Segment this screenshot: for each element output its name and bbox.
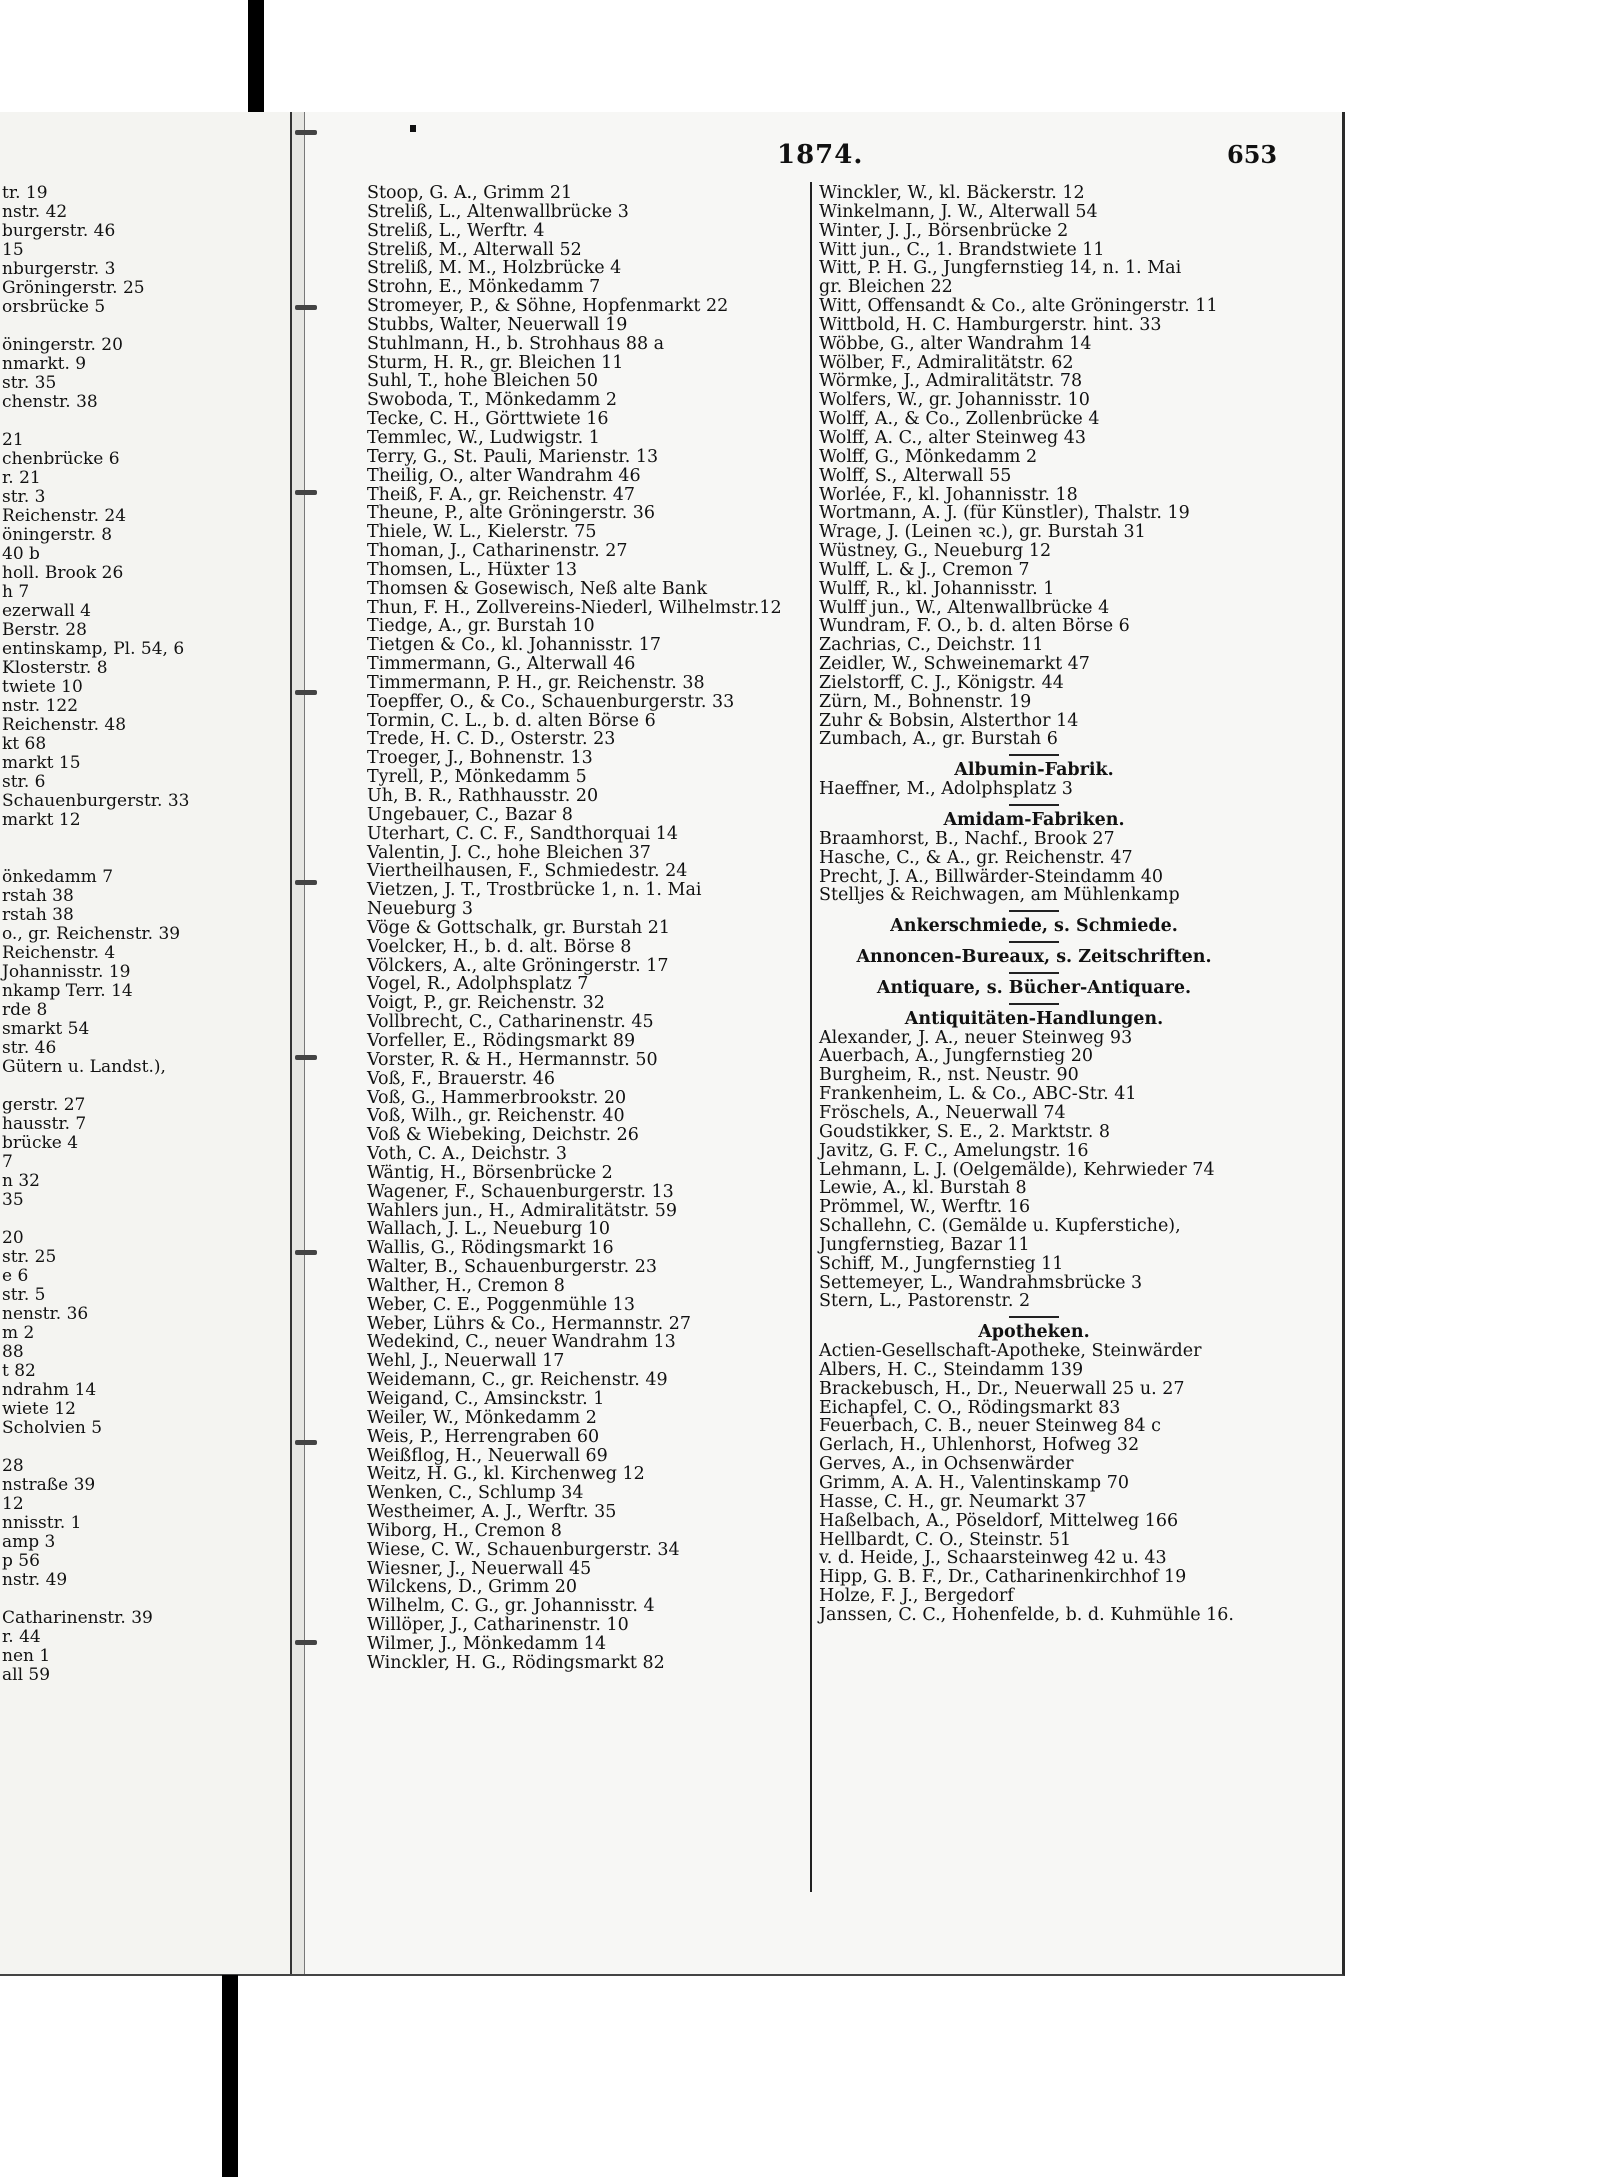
fragment-line: nstr. 42: [2, 202, 68, 222]
directory-entry: Schiff, M., Jungfernstieg 11: [819, 1253, 1064, 1274]
directory-entry: Holze, F. J., Bergedorf: [819, 1586, 1014, 1607]
binding-stitch: [295, 1640, 317, 1645]
directory-entry: Witt, P. H. G., Jungfernstieg 14, n. 1. Mai: [819, 258, 1182, 279]
directory-entry: Hasche, C., & A., gr. Reichenstr. 47: [819, 847, 1133, 868]
directory-entry: Wäntig, H., Börsenbrücke 2: [367, 1162, 613, 1183]
directory-entry: Hasse, C. H., gr. Neumarkt 37: [819, 1491, 1087, 1512]
fragment-line: hausstr. 7: [2, 1114, 87, 1134]
directory-entry: Precht, J. A., Billwärder-Steindamm 40: [819, 866, 1164, 887]
binding-stitch: [295, 1250, 317, 1255]
binding-stitch: [295, 130, 317, 135]
fragment-line: twiete 10: [2, 677, 83, 697]
directory-entry: Wahlers jun., H., Admiralitätstr. 59: [367, 1200, 678, 1221]
fragment-line: 35: [2, 1190, 24, 1210]
fragment-line: nenstr. 36: [2, 1304, 89, 1324]
directory-entry: Timmermann, P. H., gr. Reichenstr. 38: [367, 672, 705, 693]
directory-entry: Auerbach, A., Jungfernstieg 20: [819, 1046, 1094, 1067]
page-year: 1874.: [777, 140, 864, 170]
fragment-line: 28: [2, 1456, 24, 1476]
directory-entry: Voelcker, H., b. d. alt. Börse 8: [367, 936, 632, 957]
directory-entry: Stern, L., Pastorenstr. 2: [819, 1291, 1031, 1312]
fragment-line: str. 35: [2, 373, 57, 393]
directory-entry: Hellbardt, C. O., Steinstr. 51: [819, 1529, 1072, 1550]
directory-entry: Albers, H. C., Steindamm 139: [819, 1359, 1084, 1380]
directory-entry: Stelljes & Reichwagen, am Mühlenkamp: [819, 885, 1180, 906]
binding-stitch: [295, 305, 317, 310]
directory-entry: Voß, F., Brauerstr. 46: [367, 1068, 555, 1089]
directory-entry: gr. Bleichen 22: [819, 277, 953, 298]
directory-entry: Theiß, F. A., gr. Reichenstr. 47: [367, 484, 636, 505]
directory-entry: Theune, P., alte Gröningerstr. 36: [367, 503, 656, 524]
directory-entry: Zielstorff, C. J., Königstr. 44: [819, 672, 1064, 693]
fragment-line: holl. Brook 26: [2, 563, 124, 583]
fragment-line: Klosterstr. 8: [2, 658, 108, 678]
fragment-line: Reichenstr. 4: [2, 943, 116, 963]
fragment-line: r. 21: [2, 468, 41, 488]
fragment-line: tr. 19: [2, 183, 48, 203]
directory-entry: Weber, C. E., Poggenmühle 13: [367, 1294, 635, 1315]
directory-entry: Wenken, C., Schlump 34: [367, 1483, 584, 1504]
page-number: 653: [1227, 140, 1278, 169]
directory-entry: Braamhorst, B., Nachf., Brook 27: [819, 828, 1115, 849]
directory-entry: Worlée, F., kl. Johannisstr. 18: [819, 484, 1078, 505]
directory-entry: Timmermann, G., Alterwall 46: [367, 654, 636, 675]
directory-entry: Wallis, G., Rödingsmarkt 16: [367, 1238, 614, 1259]
directory-entry: Voth, C. A., Deichstr. 3: [367, 1144, 567, 1165]
directory-entry: Javitz, G. F. C., Amelungstr. 16: [819, 1140, 1089, 1161]
directory-entry: Troeger, J., Bohnenstr. 13: [367, 748, 593, 769]
directory-entry: Valentin, J. C., hohe Bleichen 37: [367, 842, 651, 863]
fragment-line: nnisstr. 1: [2, 1513, 82, 1533]
fragment-line: 7: [2, 1152, 13, 1172]
directory-entry: Wilmer, J., Mönkedamm 14: [367, 1633, 607, 1654]
directory-entry: Trede, H. C. D., Osterstr. 23: [367, 729, 616, 750]
directory-entry: Weber, Lührs & Co., Hermannstr. 27: [367, 1313, 691, 1334]
fragment-line: Johannisstr. 19: [2, 962, 131, 982]
directory-entry: Weigand, C., Amsinckstr. 1: [367, 1389, 605, 1409]
fragment-line: orsbrücke 5: [2, 297, 106, 317]
directory-entry: Thomsen, L., Hüxter 13: [367, 559, 578, 580]
directory-entry: Winter, J. J., Börsenbrücke 2: [819, 220, 1069, 241]
fragment-line: öningerstr. 8: [2, 525, 113, 545]
fragment-line: o., gr. Reichenstr. 39: [2, 924, 181, 944]
fragment-line: Berstr. 28: [2, 620, 87, 640]
fragment-line: nstraße 39: [2, 1475, 96, 1495]
fragment-line: wiete 12: [2, 1399, 76, 1419]
directory-entry: Temmlec, W., Ludwigstr. 1: [367, 427, 600, 448]
directory-entry: Voß & Wiebeking, Deichstr. 26: [367, 1125, 639, 1146]
directory-entry: Uterhart, C. C. F., Sandthorquai 14: [367, 823, 679, 844]
fragment-line: 88: [2, 1342, 24, 1362]
binding-stitch: [295, 1440, 317, 1445]
directory-entry: Tiedge, A., gr. Burstah 10: [367, 616, 595, 637]
section-heading: Antiquare, s. Bücher-Antiquare.: [876, 977, 1192, 998]
fragment-line: 21: [2, 430, 24, 450]
fragment-line: rstah 38: [2, 905, 74, 925]
fragment-line: str. 25: [2, 1247, 57, 1267]
directory-entry: Ungebauer, C., Bazar 8: [367, 804, 573, 825]
fragment-line: Schauenburgerstr. 33: [2, 791, 190, 811]
binding-stitch: [295, 690, 317, 695]
directory-entry: Wölber, F., Admiralitätstr. 62: [819, 352, 1074, 373]
fragment-line: Scholvien 5: [2, 1418, 103, 1438]
previous-page-fragment: [0, 112, 290, 1974]
directory-entry: Stubbs, Walter, Neuerwall 19: [367, 314, 628, 335]
fragment-line: burgerstr. 46: [2, 221, 116, 241]
directory-entry: Sturm, H. R., gr. Bleichen 11: [367, 352, 624, 373]
directory-entry: Strohn, E., Mönkedamm 7: [367, 277, 601, 298]
directory-entry: Vorfeller, E., Rödingsmarkt 89: [367, 1030, 636, 1051]
directory-entry: Actien-Gesellschaft-Apotheke, Steinwärder: [819, 1341, 1202, 1362]
fragment-line: all 59: [2, 1665, 51, 1685]
directory-entry: Wolff, A., & Co., Zollenbrücke 4: [819, 409, 1100, 430]
directory-entry: Fröschels, A., Neuerwall 74: [819, 1102, 1066, 1123]
fragment-line: rde 8: [2, 1000, 48, 1020]
directory-entry: Brackebusch, H., Dr., Neuerwall 25 u. 27: [819, 1378, 1185, 1399]
directory-entry: Wolff, G., Mönkedamm 2: [819, 446, 1038, 467]
left-column: [367, 184, 807, 1673]
directory-entry: Witt, Offensandt & Co., alte Gröningerstr. 11: [819, 296, 1218, 317]
directory-entry: Streliß, M. M., Holzbrücke 4: [367, 258, 622, 279]
directory-entry: Settemeyer, L., Wandrahmsbrücke 3: [819, 1272, 1143, 1293]
directory-entry: Tormin, C. L., b. d. alten Börse 6: [367, 710, 656, 731]
fragment-line: e 6: [2, 1266, 29, 1286]
directory-entry: Tecke, C. H., Görttwiete 16: [367, 409, 609, 430]
directory-entry: Wüstney, G., Neueburg 12: [819, 541, 1052, 562]
fragment-line: smarkt 54: [2, 1019, 90, 1039]
fragment-line: str. 5: [2, 1285, 46, 1305]
directory-entry: Tyrell, P., Mönkedamm 5: [367, 767, 587, 788]
fragment-line: t 82: [2, 1361, 36, 1381]
directory-entry: Wilckens, D., Grimm 20: [367, 1577, 578, 1598]
fragment-line: h 7: [2, 582, 30, 602]
directory-entry: Lehmann, L. J. (Oelgemälde), Kehrwieder 74: [819, 1159, 1215, 1180]
directory-entry: Wulff, R., kl. Johannisstr. 1: [819, 578, 1055, 599]
directory-entry: Winckler, H. G., Rödingsmarkt 82: [367, 1652, 665, 1673]
fragment-line: nstr. 122: [2, 696, 79, 716]
directory-entry: Schallehn, C. (Gemälde u. Kupferstiche),: [819, 1216, 1181, 1237]
directory-entry: Neueburg 3: [367, 899, 474, 920]
directory-entry: Wulff jun., W., Altenwallbrücke 4: [819, 597, 1110, 618]
directory-entry: Voß, G., Hammerbrookstr. 20: [367, 1087, 627, 1108]
directory-entry: Streliß, L., Altenwallbrücke 3: [367, 201, 629, 222]
directory-entry: Vollbrecht, C., Catharinenstr. 45: [367, 1012, 654, 1033]
binding-stitch: [295, 1055, 317, 1060]
directory-entry: Wortmann, A. J. (für Künstler), Thalstr. 19: [819, 503, 1190, 524]
directory-entry: Wehl, J., Neuerwall 17: [367, 1351, 565, 1372]
fragment-line: markt 15: [2, 753, 81, 773]
directory-entry: Wiborg, H., Cremon 8: [367, 1520, 562, 1541]
directory-entry: Thoman, J., Catharinenstr. 27: [367, 541, 628, 562]
directory-entry: Haßelbach, A., Pöseldorf, Mittelweg 166: [819, 1510, 1179, 1531]
section-heading: Amidam-Fabriken.: [943, 810, 1125, 830]
directory-entry: Völckers, A., alte Gröningerstr. 17: [367, 955, 669, 976]
directory-entry: Wolfers, W., gr. Johannisstr. 10: [819, 390, 1090, 411]
directory-entry: Wagener, F., Schauenburgerstr. 13: [367, 1181, 674, 1202]
directory-entry: Frankenheim, L. & Co., ABC-Str. 41: [819, 1084, 1137, 1105]
directory-entry: Wöbbe, G., alter Wandrahm 14: [819, 333, 1092, 354]
fragment-line: r. 44: [2, 1627, 41, 1647]
section-heading: Antiquitäten-Handlungen.: [904, 1008, 1164, 1029]
column-divider: [810, 182, 812, 1892]
directory-entry: Thun, F. H., Zollvereins-Niederl, Wilhelmstr.12: [367, 597, 782, 618]
directory-entry: Goudstikker, S. E., 2. Marktstr. 8: [819, 1121, 1111, 1142]
directory-entry: Janssen, C. C., Hohenfelde, b. d. Kuhmühle 16.: [819, 1604, 1234, 1625]
directory-entry: Hipp, G. B. F., Dr., Catharinenkirchhof 19: [819, 1567, 1187, 1588]
directory-entry: Grimm, A. A. H., Valentinskamp 70: [819, 1473, 1129, 1493]
fragment-line: Catharinenstr. 39: [2, 1608, 153, 1628]
directory-entry: Westheimer, A. J., Werftr. 35: [367, 1502, 617, 1523]
directory-entry: Toepffer, O., & Co., Schauenburgerstr. 33: [367, 691, 735, 712]
directory-entry: Gerves, A., in Ochsenwärder: [819, 1454, 1074, 1475]
scan-border-top: [248, 0, 264, 120]
binding-stitch: [295, 490, 317, 495]
directory-entry: Zachrias, C., Deichstr. 11: [819, 635, 1044, 656]
directory-entry: Jungfernstieg, Bazar 11: [819, 1234, 1030, 1255]
fragment-line: entinskamp, Pl. 54, 6: [2, 639, 185, 659]
directory-entry: Stoop, G. A., Grimm 21: [367, 183, 573, 203]
fragment-line: nen 1: [2, 1646, 51, 1666]
directory-entry: Wittbold, H. C. Hamburgerstr. hint. 33: [819, 314, 1162, 335]
fragment-line: ezerwall 4: [2, 601, 91, 621]
fragment-line: n 32: [2, 1171, 40, 1191]
directory-entry: Zeidler, W., Schweinemarkt 47: [819, 654, 1090, 675]
section-heading: Albumin-Fabrik.: [954, 760, 1114, 781]
directory-entry: Zumbach, A., gr. Burstah 6: [819, 729, 1058, 750]
directory-page: [302, 112, 1342, 1974]
directory-entry: Alexander, J. A., neuer Steinweg 93: [819, 1027, 1133, 1048]
directory-entry: Weitz, H. G., kl. Kirchenweg 12: [367, 1464, 645, 1485]
directory-entry: Burgheim, R., nst. Neustr. 90: [819, 1065, 1079, 1086]
directory-entry: Voß, Wilh., gr. Reichenstr. 40: [367, 1106, 625, 1127]
directory-entry: Stromeyer, P., & Söhne, Hopfenmarkt 22: [367, 296, 729, 317]
directory-entry: Viertheilhausen, F., Schmiedestr. 24: [367, 861, 688, 882]
fragment-line: amp 3: [2, 1532, 56, 1552]
directory-entry: Tietgen & Co., kl. Johannisstr. 17: [367, 635, 662, 656]
directory-entry: Weiler, W., Mönkedamm 2: [367, 1407, 597, 1428]
directory-entry: Willöper, J., Catharinenstr. 10: [367, 1615, 629, 1636]
fragment-line: p 56: [2, 1551, 40, 1571]
directory-entry: Winkelmann, J. W., Alterwall 54: [819, 201, 1098, 222]
directory-entry: Suhl, T., hohe Bleichen 50: [367, 371, 598, 392]
directory-entry: Streliß, M., Alterwall 52: [367, 239, 582, 260]
fragment-line: m 2: [2, 1323, 35, 1343]
section-rule: [819, 998, 1249, 1010]
fragment-line: nmarkt. 9: [2, 354, 87, 374]
directory-entry: Lewie, A., kl. Burstah 8: [819, 1178, 1027, 1199]
directory-entry: Vietzen, J. T., Trostbrücke 1, n. 1. Mai: [367, 880, 702, 901]
fragment-line: 40 b: [2, 544, 40, 564]
fragment-line: 20: [2, 1228, 24, 1248]
directory-entry: Winckler, W., kl. Bäckerstr. 12: [819, 183, 1085, 203]
section-heading: Ankerschmiede, s. Schmiede.: [890, 916, 1178, 937]
directory-entry: Weidemann, C., gr. Reichenstr. 49: [367, 1370, 668, 1391]
fragment-line: chenbrücke 6: [2, 449, 120, 469]
fragment-line: öningerstr. 20: [2, 335, 123, 355]
directory-entry: Prömmel, W., Werftr. 16: [819, 1197, 1031, 1218]
fragment-line: markt 12: [2, 810, 81, 830]
directory-entry: Wrage, J. (Leinen ꝛc.), gr. Burstah 31: [819, 522, 1146, 543]
fragment-line: Reichenstr. 48: [2, 715, 127, 735]
binding-stitch: [295, 880, 317, 885]
fragment-line: str. 6: [2, 772, 46, 792]
fragment-line: Gütern u. Landst.),: [2, 1057, 166, 1077]
directory-entry: Wedekind, C., neuer Wandrahm 13: [367, 1332, 676, 1353]
fragment-line: chenstr. 38: [2, 392, 98, 412]
directory-entry: Weis, P., Herrengraben 60: [367, 1426, 600, 1447]
directory-entry: Wolff, A. C., alter Steinweg 43: [819, 427, 1087, 448]
directory-entry: Terry, G., St. Pauli, Marienstr. 13: [367, 446, 659, 467]
fragment-line: brücke 4: [2, 1133, 79, 1153]
fragment-line: ndrahm 14: [2, 1380, 97, 1400]
fragment-line: nstr. 49: [2, 1570, 68, 1590]
directory-entry: Gerlach, H., Uhlenhorst, Hofweg 32: [819, 1435, 1140, 1456]
directory-entry: Haeffner, M., Adolphsplatz 3: [819, 779, 1073, 800]
directory-entry: Zuhr & Bobsin, Alsterthor 14: [819, 710, 1079, 731]
fragment-line: nburgerstr. 3: [2, 259, 116, 279]
directory-entry: Eichapfel, C. O., Rödingsmarkt 83: [819, 1397, 1121, 1418]
section-heading: Apotheken.: [978, 1322, 1090, 1343]
directory-entry: Weißflog, H., Neuerwall 69: [367, 1445, 608, 1466]
directory-entry: Wiesner, J., Neuerwall 45: [367, 1558, 592, 1579]
fragment-line: str. 46: [2, 1038, 57, 1058]
fragment-line: Gröningerstr. 25: [2, 278, 145, 298]
directory-entry: Vorster, R. & H., Hermannstr. 50: [367, 1049, 658, 1070]
fragment-line: 12: [2, 1494, 24, 1514]
directory-entry: Feuerbach, C. B., neuer Steinweg 84 c: [819, 1416, 1161, 1437]
directory-entry: Wilhelm, C. G., gr. Johannisstr. 4: [367, 1596, 655, 1617]
directory-entry: Walther, H., Cremon 8: [367, 1275, 565, 1296]
fragment-line: kt 68: [2, 734, 47, 754]
scan-border-bottom: [222, 1975, 238, 2177]
directory-entry: Voigt, P., gr. Reichenstr. 32: [367, 993, 605, 1014]
fragment-line: gerstr. 27: [2, 1095, 86, 1115]
fragment-line: nkamp Terr. 14: [2, 981, 133, 1001]
print-mark: [410, 125, 416, 132]
directory-entry: Thiele, W. L., Kielerstr. 75: [367, 522, 597, 543]
directory-entry: Wundram, F. O., b. d. alten Börse 6: [819, 616, 1130, 637]
directory-entry: Vöge & Gottschalk, gr. Burstah 21: [367, 917, 671, 938]
directory-entry: Swoboda, T., Mönkedamm 2: [367, 390, 617, 411]
directory-entry: Wörmke, J., Admiralitätstr. 78: [819, 371, 1083, 392]
fragment-line: 15: [2, 240, 24, 260]
directory-entry: Witt jun., C., 1. Brandstwiete 11: [819, 239, 1105, 260]
fragment-line: Reichenstr. 24: [2, 506, 127, 526]
directory-entry: Streliß, L., Werftr. 4: [367, 220, 545, 241]
directory-entry: Wolff, S., Alterwall 55: [819, 465, 1012, 486]
directory-entry: Stuhlmann, H., b. Strohhaus 88 a: [367, 333, 665, 354]
fragment-line: önkedamm 7: [2, 867, 114, 887]
right-column: [819, 184, 1249, 1625]
directory-entry: Wulff, L. & J., Cremon 7: [819, 559, 1030, 580]
directory-entry: v. d. Heide, J., Schaarsteinweg 42 u. 43: [819, 1548, 1167, 1569]
section-heading: Annoncen-Bureaux, s. Zeitschriften.: [856, 947, 1212, 968]
directory-entry: Vogel, R., Adolphsplatz 7: [367, 974, 589, 995]
directory-entry: Wallach, J. L., Neueburg 10: [367, 1219, 610, 1240]
fragment-line: rstah 38: [2, 886, 74, 906]
directory-entry: Theilig, O., alter Wandrahm 46: [367, 465, 641, 486]
directory-entry: Wiese, C. W., Schauenburgerstr. 34: [367, 1539, 680, 1560]
fragment-line: str. 3: [2, 487, 46, 507]
directory-entry: Thomsen & Gosewisch, Neß alte Bank: [367, 578, 708, 599]
directory-entry: Zürn, M., Bohnenstr. 19: [819, 691, 1032, 712]
directory-entry: Walter, B., Schauenburgerstr. 23: [367, 1257, 658, 1278]
directory-entry: Uh, B. R., Rathhausstr. 20: [367, 786, 599, 806]
